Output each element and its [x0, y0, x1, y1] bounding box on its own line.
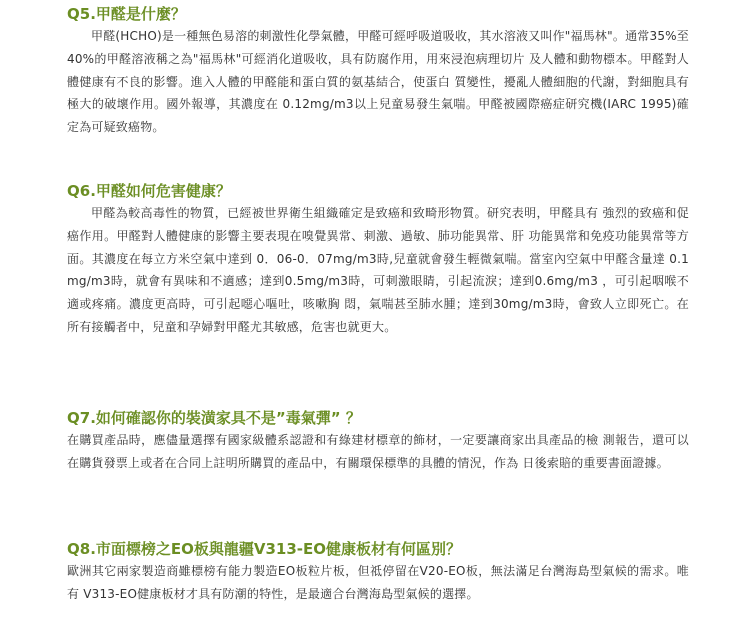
faq-item-q5	[67, 3, 689, 139]
question-title-q7: Q7.如何確認你的裝潢家具不是”毒氣彈” ？	[67, 409, 361, 427]
answer-text-q6: 甲醛為較高毒性的物質，已經被世界衛生組織確定是致癌和致畸形物質。研究表明，甲醛具有 強烈的致癌和促癌作用。甲醛對人體健康的影響主要表現在嗅覺異常、刺激、過敏、肺功能異常、肝 功能異常和免疫功能異常等方面。其濃度在每立方米空氣中達到 0．06-0．07mg/m3時,兒童就會發生輕微氣喘。當室內空氣中甲醛含量達 0.1mg/m3時，就會有異味和不適感；達到0.5mg/m3時，可刺激眼睛，引起流淚；達到0.6mg/m3 ，可引起咽喉不適或疼痛。濃度更高時，可引起噁心嘔吐，咳嗽胸 悶，氣喘甚至肺水腫；達到30mg/m3時，會致人立即死亡。在所有接觸者中，兒童和孕婦對甲醛尤其敏感，危害也就更大。	[67, 206, 689, 334]
faq-item-q8	[67, 538, 689, 606]
question-title-q8: Q8.市面標榜之EO板與龍疆V313-EO健康板材有何區別？	[67, 540, 462, 558]
faq-item-q7	[67, 407, 689, 475]
answer-text-q5: 甲醛(HCHO)是一種無色易溶的刺激性化學氣體，甲醛可經呼吸道吸收，其水溶液又叫作"福馬林"。通常35%至40%的甲醛溶液稱之為"福馬林"可經消化道吸收，具有防腐作用，用來浸泡病理切片 及人體和動物標本。甲醛對人體健康有不良的影響。進入人體的甲醛能和蛋白質的氨基結合，使蛋白 質變性，擾亂人體細胞的代謝，對細胞具有極大的破壞作用。國外報導，其濃度在 0.12mg/m3以上兒童易發生氣喘。甲醛被國際癌症研究機(IARC 1995)確定為可疑致癌物。	[67, 29, 689, 135]
question-title-q5: Q5.甲醛是什麼？	[67, 5, 186, 23]
question-title-q6: Q6.甲醛如何危害健康？	[67, 182, 231, 200]
faq-item-q6	[67, 180, 689, 339]
answer-text-q7: 在購買產品時，應儘量選擇有國家級體系認證和有綠建材標章的飾材，一定要讓商家出具產品的檢 測報告，還可以在購貨發票上或者在合同上註明所購買的產品中，有關環保標準的具體的情況，作為 日後索賠的重要書面證據。	[67, 433, 689, 470]
answer-text-q8: 歐洲其它兩家製造商雖標榜有能力製造EO板粒片板，但祗停留在V20-EO板，無法滿足台灣海島型氣候的需求。唯有 V313-EO健康板材才具有防潮的特性，是最適合台灣海島型氣候的選擇。	[67, 564, 689, 601]
